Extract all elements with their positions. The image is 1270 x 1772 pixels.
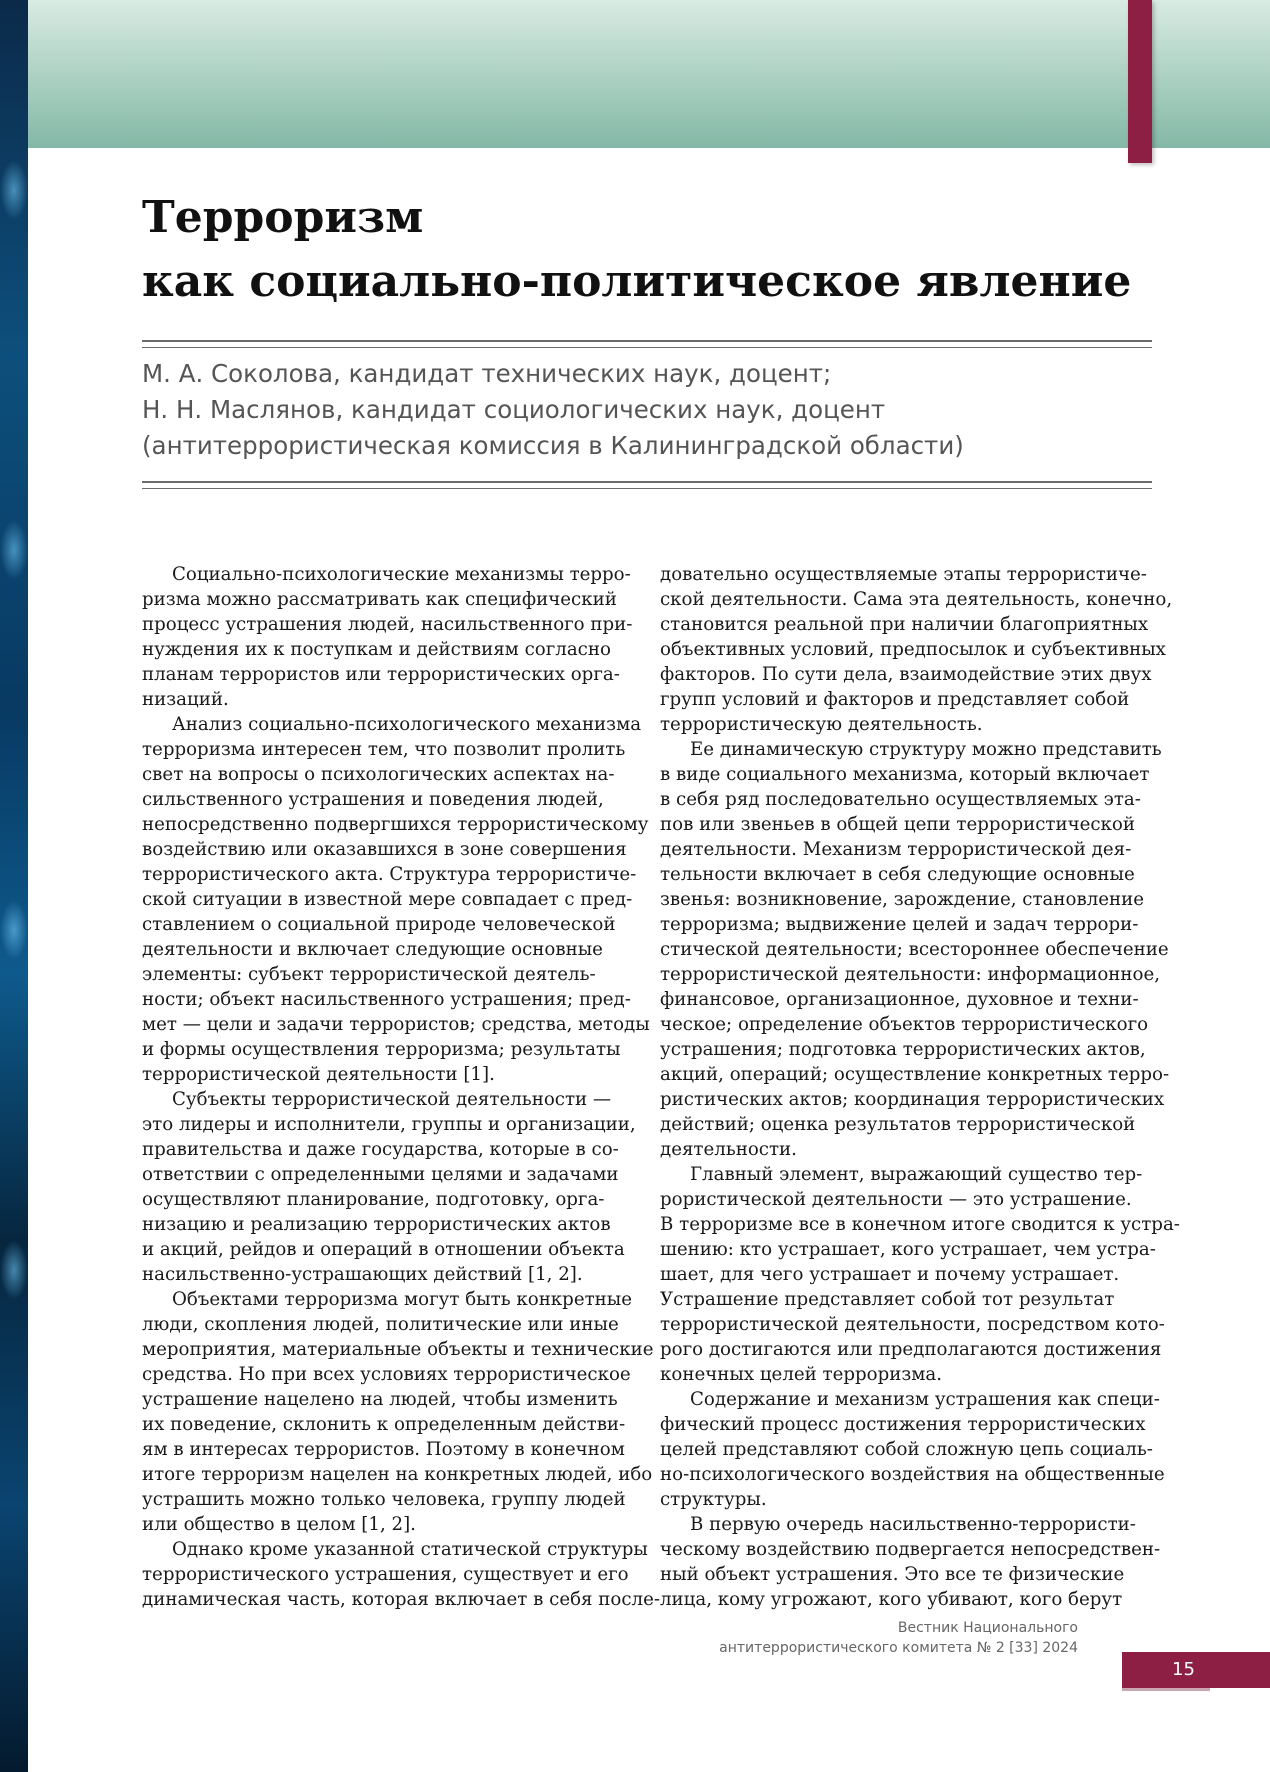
text-line: но-психологического воздействия на общественные	[660, 1464, 1165, 1485]
text-line: фический процесс достижения террористических	[660, 1414, 1146, 1435]
text-line: планам террористов или террористических орга-	[142, 664, 620, 685]
text-line: низаций.	[142, 689, 229, 710]
text-line: низацию и реализацию террористических актов	[142, 1214, 611, 1235]
text-line: В первую очередь насильственно-террористи-	[690, 1514, 1136, 1535]
text-line: осуществляют планирование, подготовку, орга-	[142, 1189, 605, 1210]
text-line: деятельности.	[660, 1139, 797, 1160]
text-line: Однако кроме указанной статической структуры	[172, 1539, 648, 1560]
text-line: это лидеры и исполнители, группы и организации,	[142, 1114, 636, 1135]
text-line: стической деятельности; всестороннее обеспечение	[660, 939, 1169, 960]
text-line: Ее динамическую структуру можно представить	[690, 739, 1162, 760]
author-line: Н. Н. Маслянов, кандидат социологических наук, доцент	[142, 395, 886, 424]
text-line: деятельности и включает следующие основные	[142, 939, 603, 960]
text-line: воздействию или оказавшихся в зоне совершения	[142, 839, 627, 860]
side-strip-glow	[0, 520, 28, 580]
text-line: непосредственно подвергшихся террористическому	[142, 814, 649, 835]
text-line: лица, кому угрожают, кого убивают, кого берут	[660, 1589, 1123, 1610]
header-accent-tab	[1128, 0, 1152, 163]
text-line: в виде социального механизма, который включает	[660, 764, 1150, 785]
text-line: терроризма; выдвижение целей и задач террори-	[660, 914, 1139, 935]
text-line: и формы осуществления терроризма; результаты	[142, 1039, 621, 1060]
text-line: шению: кто устрашает, кого устрашает, чем устра-	[660, 1239, 1156, 1260]
text-line: Устрашение представляет собой тот результат	[660, 1289, 1115, 1310]
journal-name-line-2: антитеррористического комитета № 2 [33] 2024	[719, 1640, 1078, 1656]
text-line: ской ситуации в известной мере совпадает с пред-	[142, 889, 633, 910]
page-badge-underline	[1122, 1688, 1210, 1691]
side-strip-glow	[0, 1240, 28, 1300]
text-line: шает, для чего устрашает и почему устрашает.	[660, 1264, 1120, 1285]
text-line: террористическую деятельность.	[660, 714, 983, 735]
text-line: террористического акта. Структура террористиче-	[142, 864, 637, 885]
body-column-right	[660, 562, 1180, 1612]
text-line: ризма можно рассматривать как специфический	[142, 589, 617, 610]
decorative-side-strip	[0, 0, 28, 1772]
authors-block	[142, 356, 1152, 464]
text-line: групп условий и факторов и представляет собой	[660, 689, 1130, 710]
text-line: акций, операций; осуществление конкретных терро-	[660, 1064, 1170, 1085]
side-strip-glow	[0, 900, 28, 960]
text-line: их поведение, склонить к определенным действи-	[142, 1414, 626, 1435]
text-line: и акций, рейдов и операций в отношении объекта	[142, 1239, 625, 1260]
text-line: становится реальной при наличии благоприятных	[660, 614, 1149, 635]
text-line: террористической деятельности [1].	[142, 1064, 495, 1085]
text-line: сильственного устрашения и поведения людей,	[142, 789, 604, 810]
text-line: В терроризме все в конечном итоге сводится к устра-	[660, 1214, 1180, 1235]
journal-name-line-1: Вестник Национального	[897, 1620, 1078, 1636]
author-affiliation: (антитеррористическая комиссия в Калининградской области)	[142, 431, 964, 460]
title-line-1: Терроризм	[142, 192, 424, 243]
side-strip-glow	[0, 160, 28, 220]
text-line: объективных условий, предпосылок и субъективных	[660, 639, 1166, 660]
text-line: ставлением о социальной природе человеческой	[142, 914, 616, 935]
text-line: рористической деятельности — это устрашение.	[660, 1189, 1132, 1210]
text-line: Объектами терроризма могут быть конкретные	[172, 1289, 633, 1310]
text-line: конечных целей терроризма.	[660, 1364, 943, 1385]
text-line: террористического устрашения, существует и его	[142, 1564, 629, 1585]
text-line: устрашение нацелено на людей, чтобы изменить	[142, 1389, 618, 1410]
text-line: Содержание и механизм устрашения как специ-	[690, 1389, 1160, 1410]
text-line: целей представляют собой сложную цепь социаль-	[660, 1439, 1153, 1460]
text-line: действий; оценка результатов террористической	[660, 1114, 1136, 1135]
text-line: элементы: субъект террористической деятель-	[142, 964, 596, 985]
body-column-left	[142, 562, 661, 1612]
text-line: ности; объект насильственного устрашения; пред-	[142, 989, 631, 1010]
text-line: террористической деятельности, посредством кото-	[660, 1314, 1165, 1335]
text-line: мероприятия, материальные объекты и технические	[142, 1339, 654, 1360]
text-line: деятельности. Механизм террористической дея-	[660, 839, 1132, 860]
text-line: ристических актов; координация террористических	[660, 1089, 1165, 1110]
text-line: правительства и даже государства, которые в со-	[142, 1139, 619, 1160]
text-line: ческому воздействию подвергается непосредствен-	[660, 1539, 1161, 1560]
text-line: Социально-психологические механизмы терро-	[172, 564, 631, 585]
text-line: тельности включает в себя следующие основные	[660, 864, 1135, 885]
header-band	[28, 0, 1270, 148]
text-line: мет — цели и задачи террористов; средства, методы	[142, 1014, 650, 1035]
author-line: М. А. Соколова, кандидат технических наук, доцент;	[142, 359, 832, 388]
page-number: 15	[1172, 1659, 1195, 1680]
text-line: террористической деятельности: информационное,	[660, 964, 1161, 985]
divider-bottom	[142, 481, 1152, 489]
text-line: устрашить можно только человека, группу людей	[142, 1489, 626, 1510]
divider-top	[142, 340, 1152, 348]
title-line-2: как социально-политическое явление	[142, 256, 1132, 307]
text-line: ответствии с определенными целями и задачами	[142, 1164, 619, 1185]
text-line: насильственно-устрашающих действий [1, 2].	[142, 1264, 583, 1285]
text-line: в себя ряд последовательно осуществляемых эта-	[660, 789, 1141, 810]
journal-footer	[700, 1618, 1078, 1658]
text-line: финансовое, организационное, духовное и техни-	[660, 989, 1139, 1010]
text-line: или общество в целом [1, 2].	[142, 1514, 416, 1535]
text-line: ям в интересах террористов. Поэтому в конечном	[142, 1439, 625, 1460]
text-line: свет на вопросы о психологических аспектах на-	[142, 764, 615, 785]
text-line: ный объект устрашения. Это все те физические	[660, 1564, 1125, 1585]
text-line: люди, скопления людей, политические или иные	[142, 1314, 619, 1335]
text-line: Субъекты террористической деятельности —	[172, 1089, 612, 1110]
text-line: терроризма интересен тем, что позволит пролить	[142, 739, 626, 760]
text-line: процесс устрашения людей, насильственного при-	[142, 614, 633, 635]
text-line: ской деятельности. Сама эта деятельность, конечно,	[660, 589, 1173, 610]
text-line: рого достигаются или предполагаются достижения	[660, 1339, 1162, 1360]
article-title	[142, 186, 1152, 314]
text-line: Главный элемент, выражающий существо тер-	[690, 1164, 1143, 1185]
text-line: довательно осуществляемые этапы террористиче-	[660, 564, 1147, 585]
text-line: ческое; определение объектов террористического	[660, 1014, 1149, 1035]
page-number-badge	[1122, 1652, 1270, 1688]
text-line: динамическая часть, которая включает в себя после-	[142, 1589, 661, 1610]
text-line: структуры.	[660, 1489, 767, 1510]
text-line: факторов. По сути дела, взаимодействие этих двух	[660, 664, 1152, 685]
text-line: устрашения; подготовка террористических актов,	[660, 1039, 1146, 1060]
text-line: звенья: возникновение, зарождение, становление	[660, 889, 1145, 910]
text-line: итоге терроризм нацелен на конкретных людей, ибо	[142, 1464, 653, 1485]
text-line: Анализ социально-психологического механизма	[172, 714, 642, 735]
text-line: пов или звеньев в общей цепи террористической	[660, 814, 1135, 835]
text-line: нуждения их к поступкам и действиям согласно	[142, 639, 611, 660]
text-line: средства. Но при всех условиях террористическое	[142, 1364, 631, 1385]
